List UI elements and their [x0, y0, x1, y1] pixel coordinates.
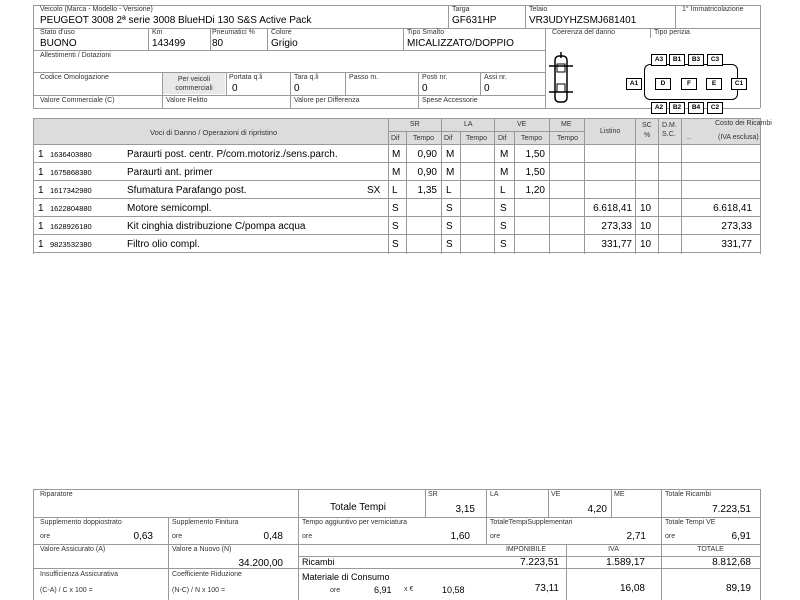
col-sc: SC [642, 122, 652, 129]
zone-b1[interactable]: B1 [669, 54, 685, 66]
row-qty: 1 [38, 239, 44, 250]
col-me-tempo: Tempo [557, 135, 579, 142]
col-la-dif: Dif [444, 135, 453, 142]
condition-value: BUONO [40, 38, 77, 49]
row-sr-dif: S [392, 239, 399, 250]
col-listino: Listino [600, 128, 621, 135]
wheelbase-label: Passo m. [349, 74, 379, 81]
row-la-dif: S [446, 239, 453, 250]
plate-value: GF631HP [452, 15, 497, 26]
total-value: 8.812,68 [712, 557, 751, 568]
row-listino: 273,33 [601, 221, 632, 232]
insured-label: Valore Assicurato (A) [40, 546, 106, 553]
reduction-label: Coefficiente Riduzione [172, 571, 242, 578]
row-description: Filtro olio compl. [127, 239, 200, 250]
extra-time-ore: ore [302, 533, 313, 540]
axles-label: Assi nr. [484, 74, 507, 81]
cons-taxable: 73,11 [534, 583, 559, 594]
row-code: 1675868380 [50, 168, 92, 177]
damage-coherence-label: Coerenza del danno [552, 29, 616, 36]
row-la-dif: S [446, 221, 453, 232]
col-sc-pct: % [644, 132, 651, 139]
row-la-dif: S [446, 203, 453, 214]
row-cost: 6.618,41 [713, 203, 752, 214]
row-cost: 331,77 [721, 239, 752, 250]
total-ve-ore: ore [665, 533, 676, 540]
row-listino: 331,77 [601, 239, 632, 250]
tare-label: Tara q.li [294, 74, 319, 81]
row-code: 1628926180 [50, 222, 92, 231]
homologation-label: Codice Omologazione [40, 74, 109, 81]
zone-d[interactable]: D [655, 78, 671, 90]
row-divider [33, 234, 760, 235]
difference-value-label: Valore per Differenza [294, 97, 360, 104]
row-la-dif: L [446, 185, 452, 196]
col-cost-dots: .. [687, 134, 691, 141]
ricambi-label: Ricambi [302, 557, 335, 567]
tyres-label: Pneumatici % [212, 29, 255, 36]
col-me: ME [561, 121, 572, 128]
cons-mult: x € [404, 586, 414, 593]
total-parts-value: 7.223,51 [712, 504, 751, 515]
col-sr-dif: Dif [391, 135, 400, 142]
model-value: PEUGEOT 3008 2ª serie 3008 BlueHDi 130 S&S Active Pack [40, 15, 312, 26]
row-description: Kit cinghia distribuzione C/pompa acqua [127, 221, 306, 232]
summary-me-label: ME [614, 491, 625, 498]
row-qty: 1 [38, 221, 44, 232]
condition-label: Stato d'uso [40, 29, 75, 36]
cons-ore-value: 6,91 [374, 585, 392, 595]
total-ve-value: 6,91 [731, 531, 751, 542]
row-sr-dif: S [392, 221, 399, 232]
zone-e[interactable]: E [706, 78, 722, 90]
row-qty: 1 [38, 167, 44, 178]
row-divider [33, 198, 760, 199]
summary-sr-value: 3,15 [455, 504, 475, 515]
zone-a1[interactable]: A1 [626, 78, 642, 90]
zone-f[interactable]: F [681, 78, 697, 90]
col-ve: VE [517, 121, 527, 128]
col-ve-tempo: Tempo [521, 135, 543, 142]
color-value: Grigio [271, 38, 298, 49]
registration-label: 1° Immatricolazione [682, 6, 744, 13]
taxable-label: IMPONIBILE [505, 546, 547, 553]
row-cost: 273,33 [721, 221, 752, 232]
total-ve-label: Totale Tempi VE [665, 519, 716, 526]
row-code: 1617342980 [50, 186, 92, 195]
row-sc: 10 [640, 221, 652, 232]
repairer-label: Riparatore [40, 491, 73, 498]
col-la-tempo: Tempo [466, 135, 488, 142]
row-divider [33, 252, 760, 253]
row-sr-tempo: 0,90 [417, 167, 437, 178]
row-ve-dif: S [500, 203, 507, 214]
zone-c3[interactable]: C3 [707, 54, 723, 66]
col-sr-tempo: Tempo [413, 135, 435, 142]
consumables-label: Materiale di Consumo [302, 572, 390, 582]
row-sr-dif: S [392, 203, 399, 214]
row-description: Sfumatura Parafango post. [127, 185, 247, 196]
supp-times-value: 2,71 [626, 531, 646, 542]
row-description: Motore semicompl. [127, 203, 212, 214]
zone-a3[interactable]: A3 [651, 54, 667, 66]
residual-value-label: Valore Relitto [166, 97, 208, 104]
row-ve-dif: S [500, 221, 507, 232]
row-ve-dif: M [500, 149, 509, 160]
accessory-costs-label: Spese Accessorie [422, 97, 478, 104]
extra-time-label: Tempo aggiuntivo per verniciatura [302, 519, 408, 526]
row-sr-tempo: 0,90 [417, 149, 437, 160]
row-qty: 1 [38, 149, 44, 160]
car-topview-icon [547, 52, 575, 106]
finish-supp-value: 0,48 [263, 531, 283, 542]
km-label: Km [152, 29, 163, 36]
row-description: Paraurti post. centr. P/com.motoriz./sens.parch. [127, 149, 338, 160]
stripped-supp-ore: ore [40, 533, 51, 540]
zone-c2[interactable]: C2 [707, 102, 723, 114]
extra-time-value: 1,60 [450, 531, 470, 542]
cons-total: 89,19 [725, 583, 751, 594]
zone-c1[interactable]: C1 [731, 78, 747, 90]
summary-sr-label: SR [428, 491, 438, 498]
axles-value: 0 [484, 83, 490, 94]
total-label: TOTALE [697, 546, 724, 553]
vat-value: 1.589,17 [606, 557, 645, 568]
row-divider [33, 180, 760, 181]
col-cost: Costo dei Ricambi [715, 120, 772, 127]
col-cost-sub: (IVA esclusa) [718, 134, 759, 141]
reduction-formula: (N-C) / N x 100 = [172, 587, 226, 594]
row-sc: 10 [640, 203, 652, 214]
col-dm2: S.C. [662, 131, 676, 138]
supp-times-ore: ore [490, 533, 501, 540]
vat-label: IVA [608, 546, 619, 553]
new-value-label: Valore a Nuovo (N) [172, 546, 232, 553]
row-divider [33, 216, 760, 217]
row-divider [33, 162, 760, 163]
chassis-value: VR3UDYHZSMJ681401 [529, 15, 637, 26]
underins-formula: (C-A) / C x 100 = [40, 587, 93, 594]
chassis-label: Telaio [529, 6, 548, 13]
paint-label: Tipo Smalto [407, 29, 445, 36]
col-la: LA [464, 121, 473, 128]
equipment-label: Allestimenti / Dotazioni [40, 52, 111, 59]
seats-value: 0 [422, 83, 428, 94]
row-sr-dif: M [392, 149, 401, 160]
row-sc: 10 [640, 239, 652, 250]
row-ve-dif: L [500, 185, 506, 196]
total-parts-label: Totale Ricambi [665, 491, 711, 498]
row-listino: 6.618,41 [593, 203, 632, 214]
plate-label: Targa [452, 6, 470, 13]
summary-la-label: LA [490, 491, 499, 498]
summary-ve-value: 4,20 [587, 504, 607, 515]
km-value: 143499 [152, 38, 186, 49]
cons-rate: 10,58 [442, 585, 465, 595]
finish-supp-label: Supplemento Finitura [172, 519, 239, 526]
col-voices: Voci di Danno / Operazioni di ripristino [150, 128, 278, 137]
zone-b4[interactable]: B4 [688, 102, 704, 114]
stripped-supp-value: 0,63 [133, 531, 153, 542]
commercial-label: Per veicoli commerciali [175, 76, 213, 92]
row-code: 1636403880 [50, 150, 92, 159]
total-times-label: Totale Tempi [330, 502, 386, 513]
survey-type-label: Tipo perizia [654, 29, 690, 36]
taxable-value: 7.223,51 [520, 557, 559, 568]
zone-a2[interactable]: A2 [651, 102, 667, 114]
finish-supp-ore: ore [172, 533, 183, 540]
seats-label: Posti nr. [422, 74, 448, 81]
row-side: SX [367, 185, 381, 196]
row-ve-tempo: 1,20 [525, 185, 545, 196]
commercial-value-label: Valore Commerciale (C) [40, 97, 115, 104]
new-value-value: 34.200,00 [238, 558, 283, 569]
row-code: 9823532380 [50, 240, 92, 249]
row-ve-dif: S [500, 239, 507, 250]
commercial-box [163, 73, 225, 94]
row-qty: 1 [38, 203, 44, 214]
row-la-dif: M [446, 149, 455, 160]
cons-vat: 16,08 [619, 583, 645, 594]
stripped-supp-label: Supplemento doppiostrato [40, 519, 122, 526]
row-ve-tempo: 1,50 [525, 149, 545, 160]
row-ve-dif: M [500, 167, 509, 178]
color-label: Colore [271, 29, 292, 36]
cons-ore-label: ore [330, 587, 341, 594]
zone-b2[interactable]: B2 [669, 102, 685, 114]
supp-times-label: TotaleTempiSupplementari [490, 519, 573, 526]
row-sr-dif: M [392, 167, 401, 178]
col-dm: D.M. [662, 122, 677, 129]
row-sr-tempo: 1,35 [417, 185, 437, 196]
col-sr: SR [410, 121, 420, 128]
row-qty: 1 [38, 185, 44, 196]
capacity-label: Portata q.li [229, 74, 263, 81]
row-la-dif: M [446, 167, 455, 178]
underins-label: Insufficienza Assicurativa [40, 571, 119, 578]
summary-ve-label: VE [551, 491, 561, 498]
paint-value: MICALIZZATO/DOPPIO [407, 38, 514, 49]
capacity-value: 0 [232, 83, 238, 94]
row-ve-tempo: 1,50 [525, 167, 545, 178]
tare-value: 0 [294, 83, 300, 94]
tyres-value: 80 [212, 38, 224, 49]
row-code: 1622804880 [50, 204, 92, 213]
col-ve-dif: Dif [498, 135, 507, 142]
zone-b3[interactable]: B3 [688, 54, 704, 66]
row-description: Paraurti ant. primer [127, 167, 213, 178]
row-sr-dif: L [392, 185, 398, 196]
model-label: Veicolo (Marca - Modello - Versione) [40, 6, 153, 13]
